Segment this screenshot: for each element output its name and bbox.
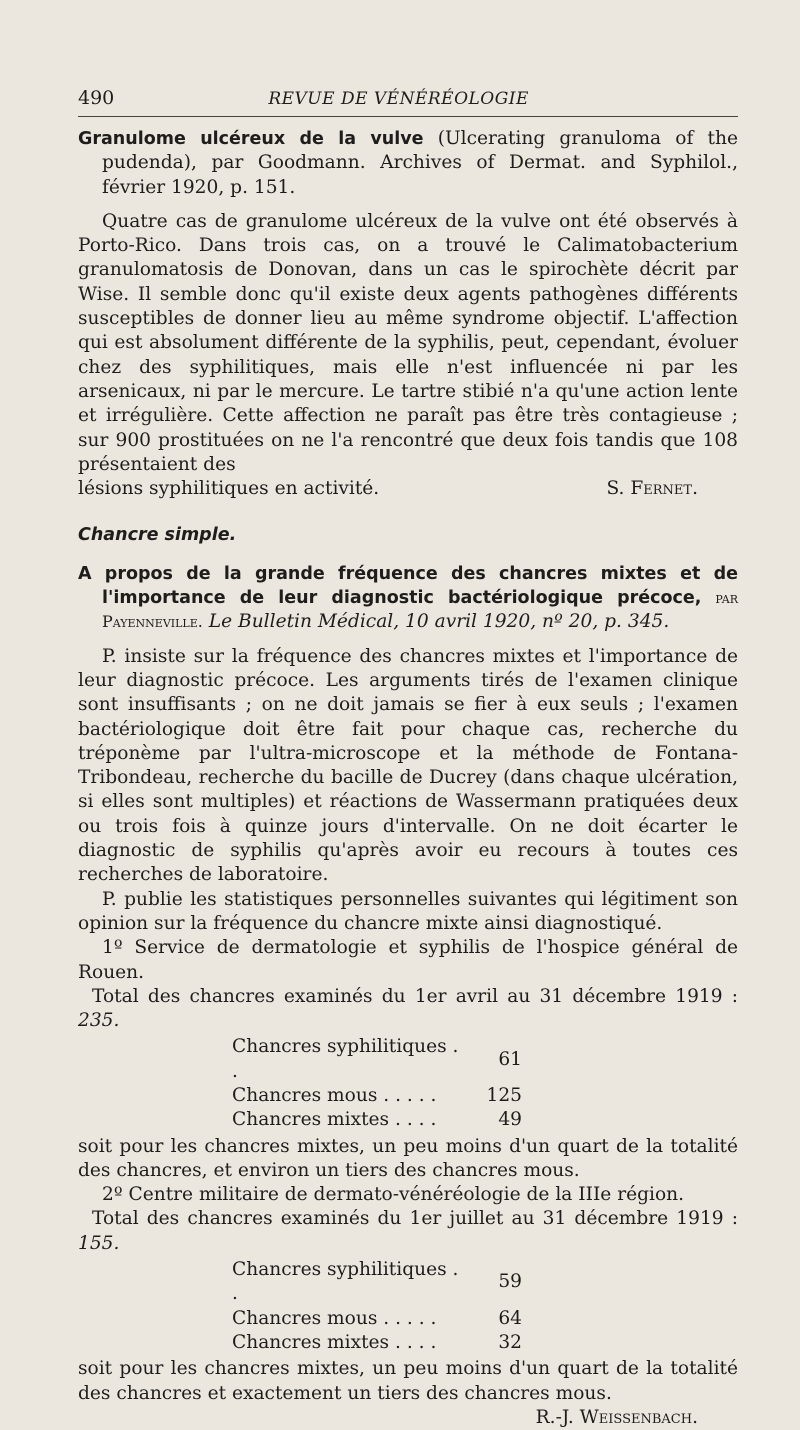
article2-title: A propos de la grande fréquence des chancres mixtes et de l'importance de leur diagnostic bactériologique précoce, [78,563,738,609]
article2-heading [78,562,738,635]
table-row [232,1258,522,1307]
section-title: Chancre simple. [78,525,237,546]
total2-text: Total des chancres examinés du 1er juillet au 31 décembre 1919 : [92,1208,738,1230]
article2-service2: 2º Centre militaire de dermato-vénéréologie de la IIIe région. [102,1184,685,1206]
article1-heading [78,127,738,200]
row-label: Chancres mixtes . . . . [232,1331,437,1353]
row-value: 49 [498,1109,522,1131]
table-row [232,1035,522,1084]
row-value: 32 [498,1331,522,1353]
row-value: 64 [498,1307,522,1329]
total2-value: 155. [78,1232,120,1254]
article1-citation: par Goodmann. Archives of Dermat. and Syphilol., février 1920, p. 151. [102,152,738,198]
article2-signature: R.-J. Weissenbach. [535,1406,698,1428]
article2-citation: Le Bulletin Médical, 10 avril 1920, nº 20, p. 345. [208,611,670,633]
article2-total1 [78,985,738,1034]
article2-author: par Payenneville. [102,588,738,632]
total1-value: 235. [78,1010,120,1032]
stats-table-2 [232,1258,522,1355]
article1-body-last: lésions syphilitiques en activité. [78,478,380,500]
table-row [232,1108,522,1132]
row-label: Chancres mous . . . . . [232,1084,437,1106]
article2-para1: P. insiste sur la fréquence des chancres mixtes et l'importance de leur diagnostic précoce. Les arguments tirés de l'examen clinique sont insuffisants ; on ne doit jamais se fier à eux seuls ; l'examen bactériologique doit être fait pour chaque cas, recherche du tréponème par l'ultra-microscope et la méthode de Fontana-Tribondeau, recherche du bacille de Ducrey (dans chaque ulcération, si elles sont multiples) et réactions de Wassermann pratiquées deux ou trois fois à quinze jours d'intervalle. On ne doit écarter le diagnostic de syphilis qu'après avoir eu recours à toutes ces recherches de laboratoire. [78,645,738,886]
article1-last-line [78,477,738,501]
row-label: Chancres mixtes . . . . [232,1109,437,1131]
article1-title: Granulome ulcéreux de la vulve [78,129,424,149]
page-header [78,86,738,117]
article2-conclusion2: soit pour les chancres mixtes, un peu moins d'un quart de la totalité des chancres et exactement un tiers des chancres mous. [78,1358,738,1404]
article2-service1: 1º Service de dermatologie et syphilis de l'hospice général de Rouen. [78,937,738,983]
row-label: Chancres mous . . . . . [232,1307,437,1329]
table-row [232,1307,522,1331]
article2-conclusion1: soit pour les chancres mixtes, un peu moins d'un quart de la totalité des chancres, et environ un tiers des chancres mous. [78,1135,738,1181]
total1-text: Total des chancres examinés du 1er avril au 31 décembre 1919 : [92,985,738,1007]
article1-signature: S. Fernet. [606,478,698,500]
article1-subtitle: (Ulcerating granuloma of the pudenda), [102,128,738,174]
table-row [232,1084,522,1108]
page-number: 490 [78,87,115,109]
row-value: 59 [498,1271,522,1293]
table-row [232,1331,522,1355]
row-label: Chancres syphilitiques . . [232,1259,459,1305]
row-label: Chancres syphilitiques . . [232,1036,459,1082]
article1-body: Quatre cas de granulome ulcéreux de la vulve ont été observés à Porto-Rico. Dans trois cas, on a trouvé le Calimatobacterium granulomatosis de Donovan, dans un cas le spirochète décrit par Wise. Il semble donc qu'il existe deux agents pathogènes différents susceptibles de donner lieu au même syndrome objectif. L'affection qui est absolument différente de la syphilis, peut, cependant, évoluer chez des syphilitiques, mais elle n'est influencée ni par les arsenicaux, ni par le mercure. Le tartre stibié n'a qu'une action lente et irrégulière. Cette affection ne paraît pas être très contagieuse ; sur 900 prostituées on ne l'a rencontré que deux fois tandis que 108 présentaient des [78,210,738,475]
stats-table-1 [232,1035,522,1132]
article2-total2 [78,1207,738,1256]
row-value: 61 [498,1048,522,1070]
article2-para2: P. publie les statistiques personnelles suivantes qui légitiment son opinion sur la fréquence du chancre mixte ainsi diagnostiqué. [78,888,738,934]
row-value: 125 [486,1084,522,1106]
running-title: REVUE DE VÉNÉRÉOLOGIE [268,89,529,109]
